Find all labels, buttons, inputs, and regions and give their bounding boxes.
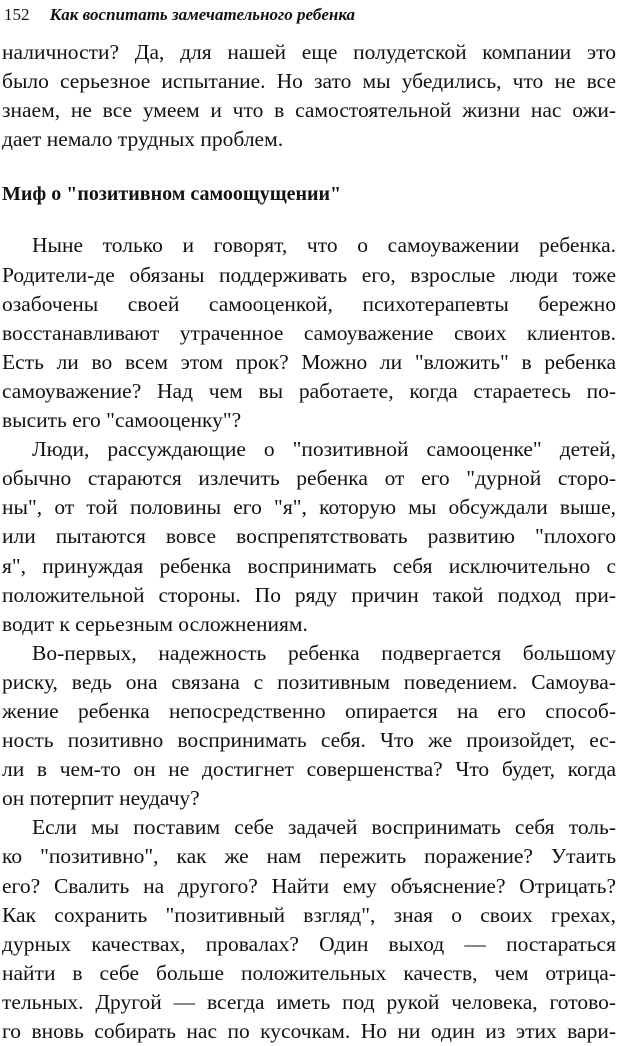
text-line: Есть ли во всем этом прок? Можно ли "вложить" в ребенка [2, 349, 616, 374]
text-line: ли в чем-то он не достигнет совершенства? Что будет, когда [2, 757, 616, 782]
text-line: ко "позитивно", как же нам пережить поражение? Утаить [2, 844, 616, 869]
text-line: Как сохранить "позитивный взгляд", зная о своих грехах, [2, 902, 616, 927]
text-line: го вновь собирать нас по кусочкам. Но ни один из этих вари- [2, 1019, 616, 1043]
text-line: наличности? Да, для нашей еще полудетской компании это [2, 40, 616, 64]
text-line: Ныне только и говорят, что о самоуважении ребенка. [32, 233, 616, 258]
text-line: найти в себе больше положительных качеств, чем отрица- [2, 960, 616, 985]
text-line: ность позитивно воспринимать себя. Что же произойдет, ес- [2, 728, 616, 753]
text-line: дурных качествах, провалах? Один выход — постараться [2, 931, 616, 956]
text-line: самоуважение? Над чем вы работаете, когда стараетесь по- [2, 378, 616, 403]
text-line: Если мы поставим себе задачей воспринимать себя толь- [32, 815, 616, 840]
page-number: 152 [4, 5, 30, 24]
running-title: Как воспитать замечательного ребенка [49, 5, 356, 24]
text-line: Люди, рассуждающие о "позитивной самооценке" детей, [32, 437, 616, 462]
intro-paragraph [2, 38, 616, 154]
book-page [2, 0, 618, 1043]
text-line: было серьезное испытание. Но зато мы убедились, что не все [2, 69, 616, 94]
text-line: положительной стороны. По ряду причин такой подход при- [2, 582, 616, 607]
running-header [4, 2, 614, 28]
text-line: знаем, не все умеем и что в самостоятельной жизни нас ожи- [2, 98, 616, 123]
text-line: я", принуждая ребенка воспринимать себя исключительно с [2, 553, 616, 578]
paragraph-4 [2, 813, 616, 1046]
body-text [2, 38, 616, 1046]
text-line: Во-первых, надежность ребенка подвергается большому [32, 640, 616, 665]
text-line: Родители-де обязаны поддерживать его, взрослые люди тоже [2, 262, 616, 287]
section-heading: Миф о "позитивном самоощущении" [2, 183, 342, 206]
text-line: восстанавливают утраченное самоуважение своих клиентов. [2, 320, 616, 345]
text-line: или пытаются вовсе воспрепятствовать развитию "плохого [2, 524, 616, 549]
text-line: тельных. Другой — всегда иметь под рукой человека, готово- [2, 989, 616, 1014]
paragraph-2 [2, 435, 616, 639]
text-line: дает немало трудных проблем. [2, 127, 284, 152]
text-line: жение ребенка непосредственно опирается на его способ- [2, 698, 616, 723]
text-line: его? Свалить на другого? Найти ему объяснение? Отрицать? [2, 873, 616, 898]
text-line: водит к серьезным осложнениям. [2, 611, 308, 636]
text-line: он потерпит неудачу? [2, 786, 200, 811]
text-line: риску, ведь она связана с позитивным поведением. Самоува- [2, 669, 616, 694]
text-line: высить его "самооценку"? [2, 408, 242, 433]
text-line: озабочены своей самооценкой, психотерапевты бережно [2, 291, 616, 316]
text-line: ны", от той половины его "я", которую мы обсуждали выше, [2, 495, 616, 520]
paragraph-3 [2, 639, 616, 814]
paragraph-1 [2, 231, 616, 435]
text-line: обычно стараются излечить ребенка от его "дурной сторо- [2, 466, 616, 491]
